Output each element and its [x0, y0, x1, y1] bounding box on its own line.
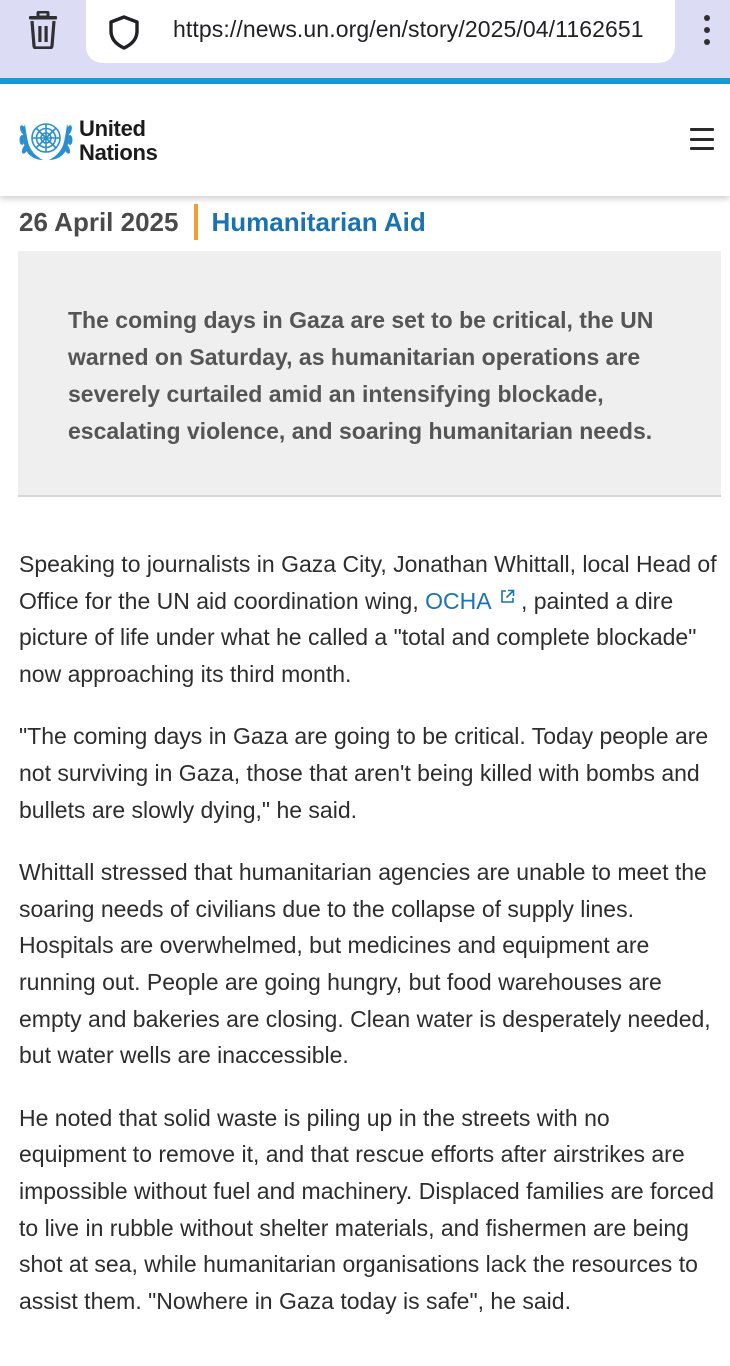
article-date: 26 April 2025 — [19, 206, 179, 237]
url-text[interactable]: https://news.un.org/en/story/2025/04/1162651 — [173, 16, 644, 42]
paragraph-1-text-start: Speaking to journalists in Gaza City, Jonathan Whittall, local Head of Office for the UN aid coordination wing, — [19, 551, 717, 614]
shield-icon[interactable] — [104, 12, 144, 52]
article-lead-box — [18, 251, 721, 497]
paragraph-1 — [19, 546, 719, 692]
meta-separator — [194, 204, 198, 240]
logo-line-nations: Nations — [79, 140, 158, 165]
un-emblem-icon[interactable] — [17, 116, 75, 164]
un-logo[interactable] — [79, 117, 158, 165]
external-link-icon — [500, 589, 515, 604]
ocha-link-text[interactable]: OCHA — [425, 587, 492, 614]
article-lead: The coming days in Gaza are set to be critical, the UN warned on Saturday, as humanitarian operations are severely curtailed amid an intensifying blockade, escalating violence, and soaring humanitarian needs. — [68, 307, 654, 444]
ocha-link[interactable] — [425, 588, 514, 614]
address-bar[interactable] — [86, 0, 675, 63]
paragraph-2: "The coming days in Gaza are going to be critical. Today people are not surviving in Gaza, those that aren't being killed with bombs and bullets are slowly dying," he said. — [19, 723, 709, 823]
article-body — [19, 546, 719, 1345]
hamburger-menu-icon[interactable] — [690, 128, 714, 150]
paragraph-4: He noted that solid waste is piling up in the streets with no equipment to remove it, and that rescue efforts after airstrikes are impossible without fuel and machinery. Displaced families are forced to live in rubble without shelter materials, and fishermen are being shot at sea, while humanitarian organisations lack the resources to assist them. "Nowhere in Gaza today is safe", he said. — [19, 1104, 715, 1314]
logo-line-united: United — [79, 116, 146, 141]
paragraph-1-text-end: , painted a dire picture of life under what he called a "total and complete blockade" now approaching its third month. — [19, 587, 697, 687]
site-header — [0, 84, 730, 196]
more-vert-icon[interactable] — [690, 6, 724, 54]
browser-toolbar — [0, 0, 730, 78]
paragraph-3: Whittall stressed that humanitarian agencies are unable to meet the soaring needs of civilians due to the collapse of supply lines. Hospitals are overwhelmed, but medicines and equipment are running out. People are going hungry, but food warehouses are empty and bakeries are closing. Clean water is desperately needed, but water wells are inaccessible. — [19, 859, 711, 1069]
topic-link[interactable]: Humanitarian Aid — [211, 206, 426, 237]
trash-icon[interactable] — [22, 8, 64, 52]
article-meta — [19, 202, 426, 242]
